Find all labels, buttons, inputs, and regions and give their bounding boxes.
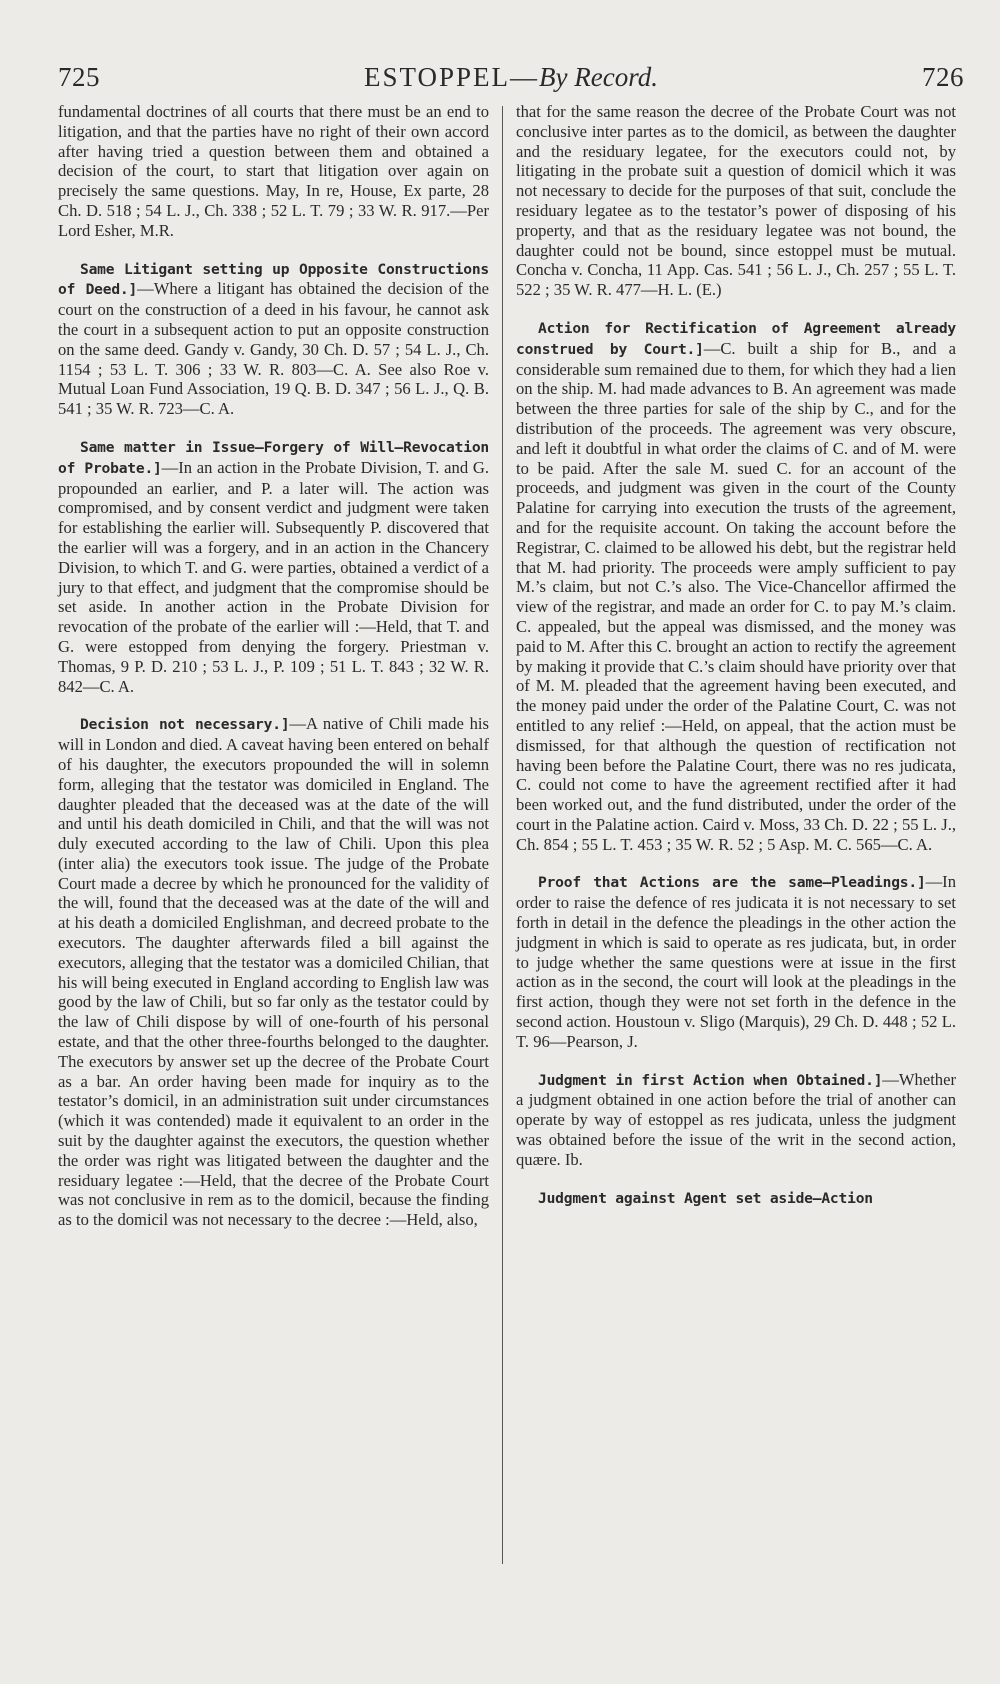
running-title-main: ESTOPPEL— (364, 62, 540, 92)
paragraph-heading: Proof that Actions are the same—Pleadings.] (538, 874, 926, 892)
paragraph-body: —In order to raise the defence of res judicata it is not necessary to set forth in detail in the defence the pleadings in the other action the judgment in which is said to operate as res judicata, but, in order to judge whether the same questions were at issue in the first action as in the second, the court will look at the pleadings in the first action, though they were not set forth in the defence in the second action. Houstoun v. Sligo (Marquis), 29 Ch. D. 448 ; 52 L. T. 96—Pearson, J. (516, 872, 956, 1051)
paragraph-heading: Same Litigant setting up Opposite Constructions of Deed.] (58, 260, 489, 299)
right-column (503, 102, 956, 1564)
paragraph-body: —A native of Chili made his will in London and died. A caveat having been entered on behalf of his daughter, the executors propounded the will in solemn form, alleging that the testator was domiciled in England. The daughter pleaded that the deceased was at the date of the will and until his death domiciled in Chili, and that the will was not duly executed according to the law of Chili. Upon this plea (inter alia) the executors took issue. The judge of the Probate Court made a decree by which he pronounced for the validity of the will, found that the deceased was at the date of the will and at his death a domiciled Englishman, and decreed probate to the executors. The daughter afterwards filed a bill against the executors, alleging that the testator was a domiciled Chilian, that his will being executed in England according to English law was good by the law of Chili, but so far only as the testator could by the law of Chili dispose by will of one-fourth of his personal estate, and that the other three-fourths belonged to the daughter. The executors by answer set up the decree of the Probate Court as a bar. An order having been made for inquiry as to the testator’s domicil, in an administration suit under circumstances (which it was contended) made it equivalent to an order in the suit by the daughter against the executors, the question whether the order was right was litigated between the daughter and the residuary legatee :—Held, that the decree of the Probate Court was not conclusive in rem as to the domicil, because the finding as to the domicil was not necessary to the decree :—Held, also, (58, 714, 489, 1230)
running-header (58, 52, 964, 102)
paragraph (516, 1070, 956, 1170)
paragraph-heading: Judgment against Agent set aside—Action (538, 1189, 873, 1207)
paragraph-heading: Same matter in Issue—Forgery of Will—Revocation of Probate.] (58, 438, 489, 477)
paragraph (58, 259, 489, 419)
page-number-right: 726 (922, 62, 964, 92)
paragraph-body: —Whether a judgment obtained in one action before the trial of another can operate by way of estoppel as res judicata, unless the judgment was obtained before the issue of the writ in the second action, quære. Ib. (516, 1069, 956, 1169)
paragraph-body: —Where a litigant has obtained the decision of the court on the construction of a deed in his favour, he cannot ask the court in a subsequent action to put an opposite construction on the same deed. Gandy v. Gandy, 30 Ch. D. 57 ; 54 L. J., Ch. 1154 ; 53 L. T. 306 ; 33 W. R. 803—C. A. See also Roe v. Mutual Loan Fund Association, 19 Q. B. D. 347 ; 56 L. J., Q. B. 541 ; 35 W. R. 723—C. A. (58, 279, 490, 419)
paragraph (516, 872, 956, 1051)
paragraph-body: —In an action in the Probate Division, T. and G. propounded an earlier, and P. a later will. The action was compromised, and by consent verdict and judgment were taken for establishing the earlier will. Subsequently P. discovered that the earlier will was a forgery, and in an action in the Chancery Division, to which T. and G. were parties, obtained a verdict of a jury to that effect, and judgment that the compromise should be set aside. In another action in the Probate Division for revocation of the probate of the earlier will :—Held, that T. and G. were estopped from denying the forgery. Priestman v. Thomas, 9 P. D. 210 ; 53 L. J., P. 109 ; 51 L. T. 843 ; 32 W. R. 842—C. A. (58, 457, 489, 696)
page-number-left: 725 (58, 62, 100, 92)
paragraph-heading: Decision not necessary.] (80, 716, 290, 734)
paragraph-body: —C. built a ship for B., and a considerable sum remained due to them, for which they had a lien on the ship. M. had made advances to B. An agreement was made between the three parties for sale of the ship by C., and for the distribution of the proceeds. The agreement was very obscure, and left it doubtful in what order the claims of C. and of M. were to be paid. After the sale M. sued C. for an account of the proceeds, and judgment was given in the court of the County Palatine for carrying into execution the trusts of the agreement, and for the requisite account. On taking the account before the Registrar, C. claimed to be allowed his debt, but the registrar held that M. had priority. The proceeds were amply sufficient to pay M.’s claim, but not C.’s also. The Vice-Chancellor affirmed the view of the registrar, and made an order for C. to pay M.’s claim. C. appealed, but the appeal was dismissed, and the money was paid to M. After this C. brought an action to rectify the agreement by making it provide that C.’s claim should have priority over that of M. M. pleaded that the agreement having been executed, and the money paid under the order of the Palatine Court, C. was not entitled to any relief :—Held, on appeal, that the action must be dismissed, for that although the question of rectification not having been before the Palatine Court, there was no res judicata, C. could not come to have the agreement rectified after it had been worked out, and the fund distributed, under the order of the court in the Palatine action. Caird v. Moss, 33 Ch. D. 22 ; 55 L. J., Ch. 854 ; 55 L. T. 453 ; 35 W. R. 52 ; 5 Asp. M. C. 565—C. A. (516, 338, 956, 854)
paragraph (58, 437, 489, 696)
paragraph: that for the same reason the decree of the Probate Court was not conclusive inter partes as to the domicil, as between the daughter and the residuary legatee, for the executors could not, by litigating in the probate suit a question of domicil which it was not necessary to decide for the purposes of that suit, conclude the residuary legatee as to the testator’s power of disposing of his property, and that as the residuary legatee was not bound, the daughter could not be bound, since estoppel must be mutual. Concha v. Concha, 11 App. Cas. 541 ; 56 L. J., Ch. 257 ; 55 L. T. 522 ; 35 W. R. 477—H. L. (E.) (516, 102, 956, 300)
paragraph-heading: Judgment in first Action when Obtained.] (538, 1071, 883, 1089)
paragraph (58, 714, 489, 1230)
paragraph (516, 1188, 956, 1209)
running-title (58, 62, 964, 93)
left-column (58, 102, 502, 1564)
paragraph: fundamental doctrines of all courts that there must be an end to litigation, and that the parties have no right of their own accord after having tried a question between them and obtained a decision of the court, to start that litigation over again on precisely the same questions. May, In re, House, Ex parte, 28 Ch. D. 518 ; 54 L. J., Ch. 338 ; 52 L. T. 79 ; 33 W. R. 917.—Per Lord Esher, M.R. (58, 102, 489, 240)
running-title-sub: By Record. (539, 62, 658, 92)
paragraph-heading: Action for Rectification of Agreement already construed by Court.] (516, 319, 956, 358)
text-columns (58, 102, 964, 1564)
paragraph (516, 318, 956, 855)
